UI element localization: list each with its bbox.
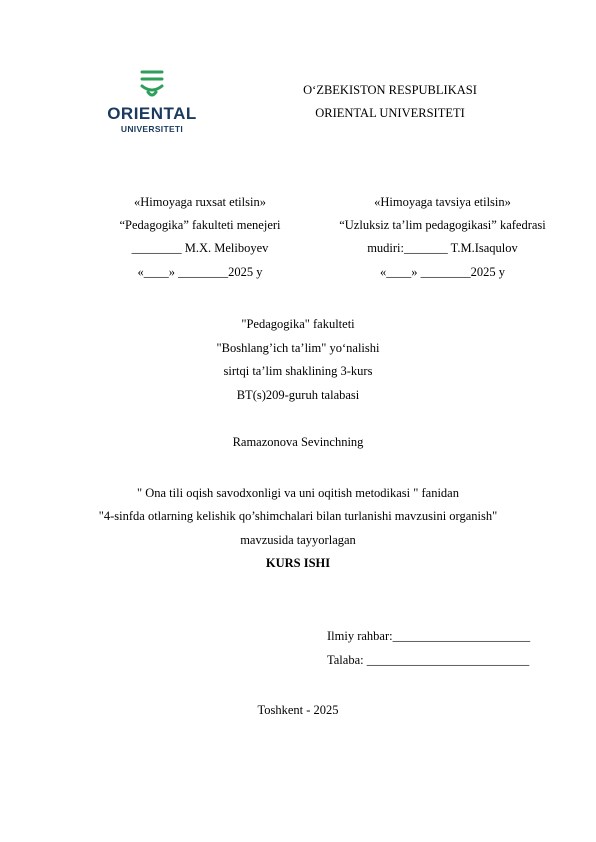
- faculty-line: "Pedagogika" fakulteti: [241, 317, 355, 331]
- direction-line: "Boshlang’ich ta’lim" yo‘nalishi: [216, 341, 380, 355]
- course-line: sirtqi ta’lim shaklining 3-kurs: [223, 364, 373, 378]
- topic-title: "4-sinfda otlarning kelishik qo’shimchalari bilan turlanishi mavzusini organish": [98, 509, 498, 523]
- right-approval-date: «____» ________2025 y: [380, 265, 505, 279]
- advisor-signature-line: Ilmiy rahbar:______________________: [327, 629, 531, 643]
- left-approval-date: «____» ________2025 y: [137, 265, 263, 279]
- work-type: KURS ISHI: [265, 556, 331, 570]
- right-approval-signature: mudiri:_______ T.M.Isaqulov: [367, 241, 518, 255]
- logo-emblem-icon: [104, 68, 200, 102]
- student-name: Ramazonova Sevinchning: [232, 435, 364, 449]
- logo-subname: UNIVERSITETI: [120, 124, 184, 134]
- university-logo: [104, 68, 200, 140]
- left-approval-title: «Himoyaga ruxsat etilsin»: [134, 195, 266, 209]
- logo-name: ORIENTAL: [107, 104, 197, 123]
- subject-line: " Ona tili oqish savodxonligi va uni oqitish metodikasi " fanidan: [137, 486, 459, 500]
- prepared-line: mavzusida tayyorlagan: [240, 533, 356, 547]
- city-year: Toshkent - 2025: [257, 703, 339, 717]
- header-country: O‘ZBEKISTON RESPUBLIKASI: [303, 83, 477, 97]
- left-approval-position: “Pedagogika” fakulteti menejeri: [119, 218, 281, 232]
- student-signature-line: Talaba: __________________________: [327, 653, 530, 667]
- left-approval-signature: ________ M.X. Meliboyev: [131, 241, 269, 255]
- right-approval-department: “Uzluksiz ta’lim pedagogikasi” kafedrasi: [339, 218, 546, 232]
- right-approval-title: «Himoyaga tavsiya etilsin»: [374, 195, 511, 209]
- group-line: BT(s)209-guruh talabasi: [236, 388, 360, 402]
- header-university: ORIENTAL UNIVERSITETI: [315, 106, 465, 120]
